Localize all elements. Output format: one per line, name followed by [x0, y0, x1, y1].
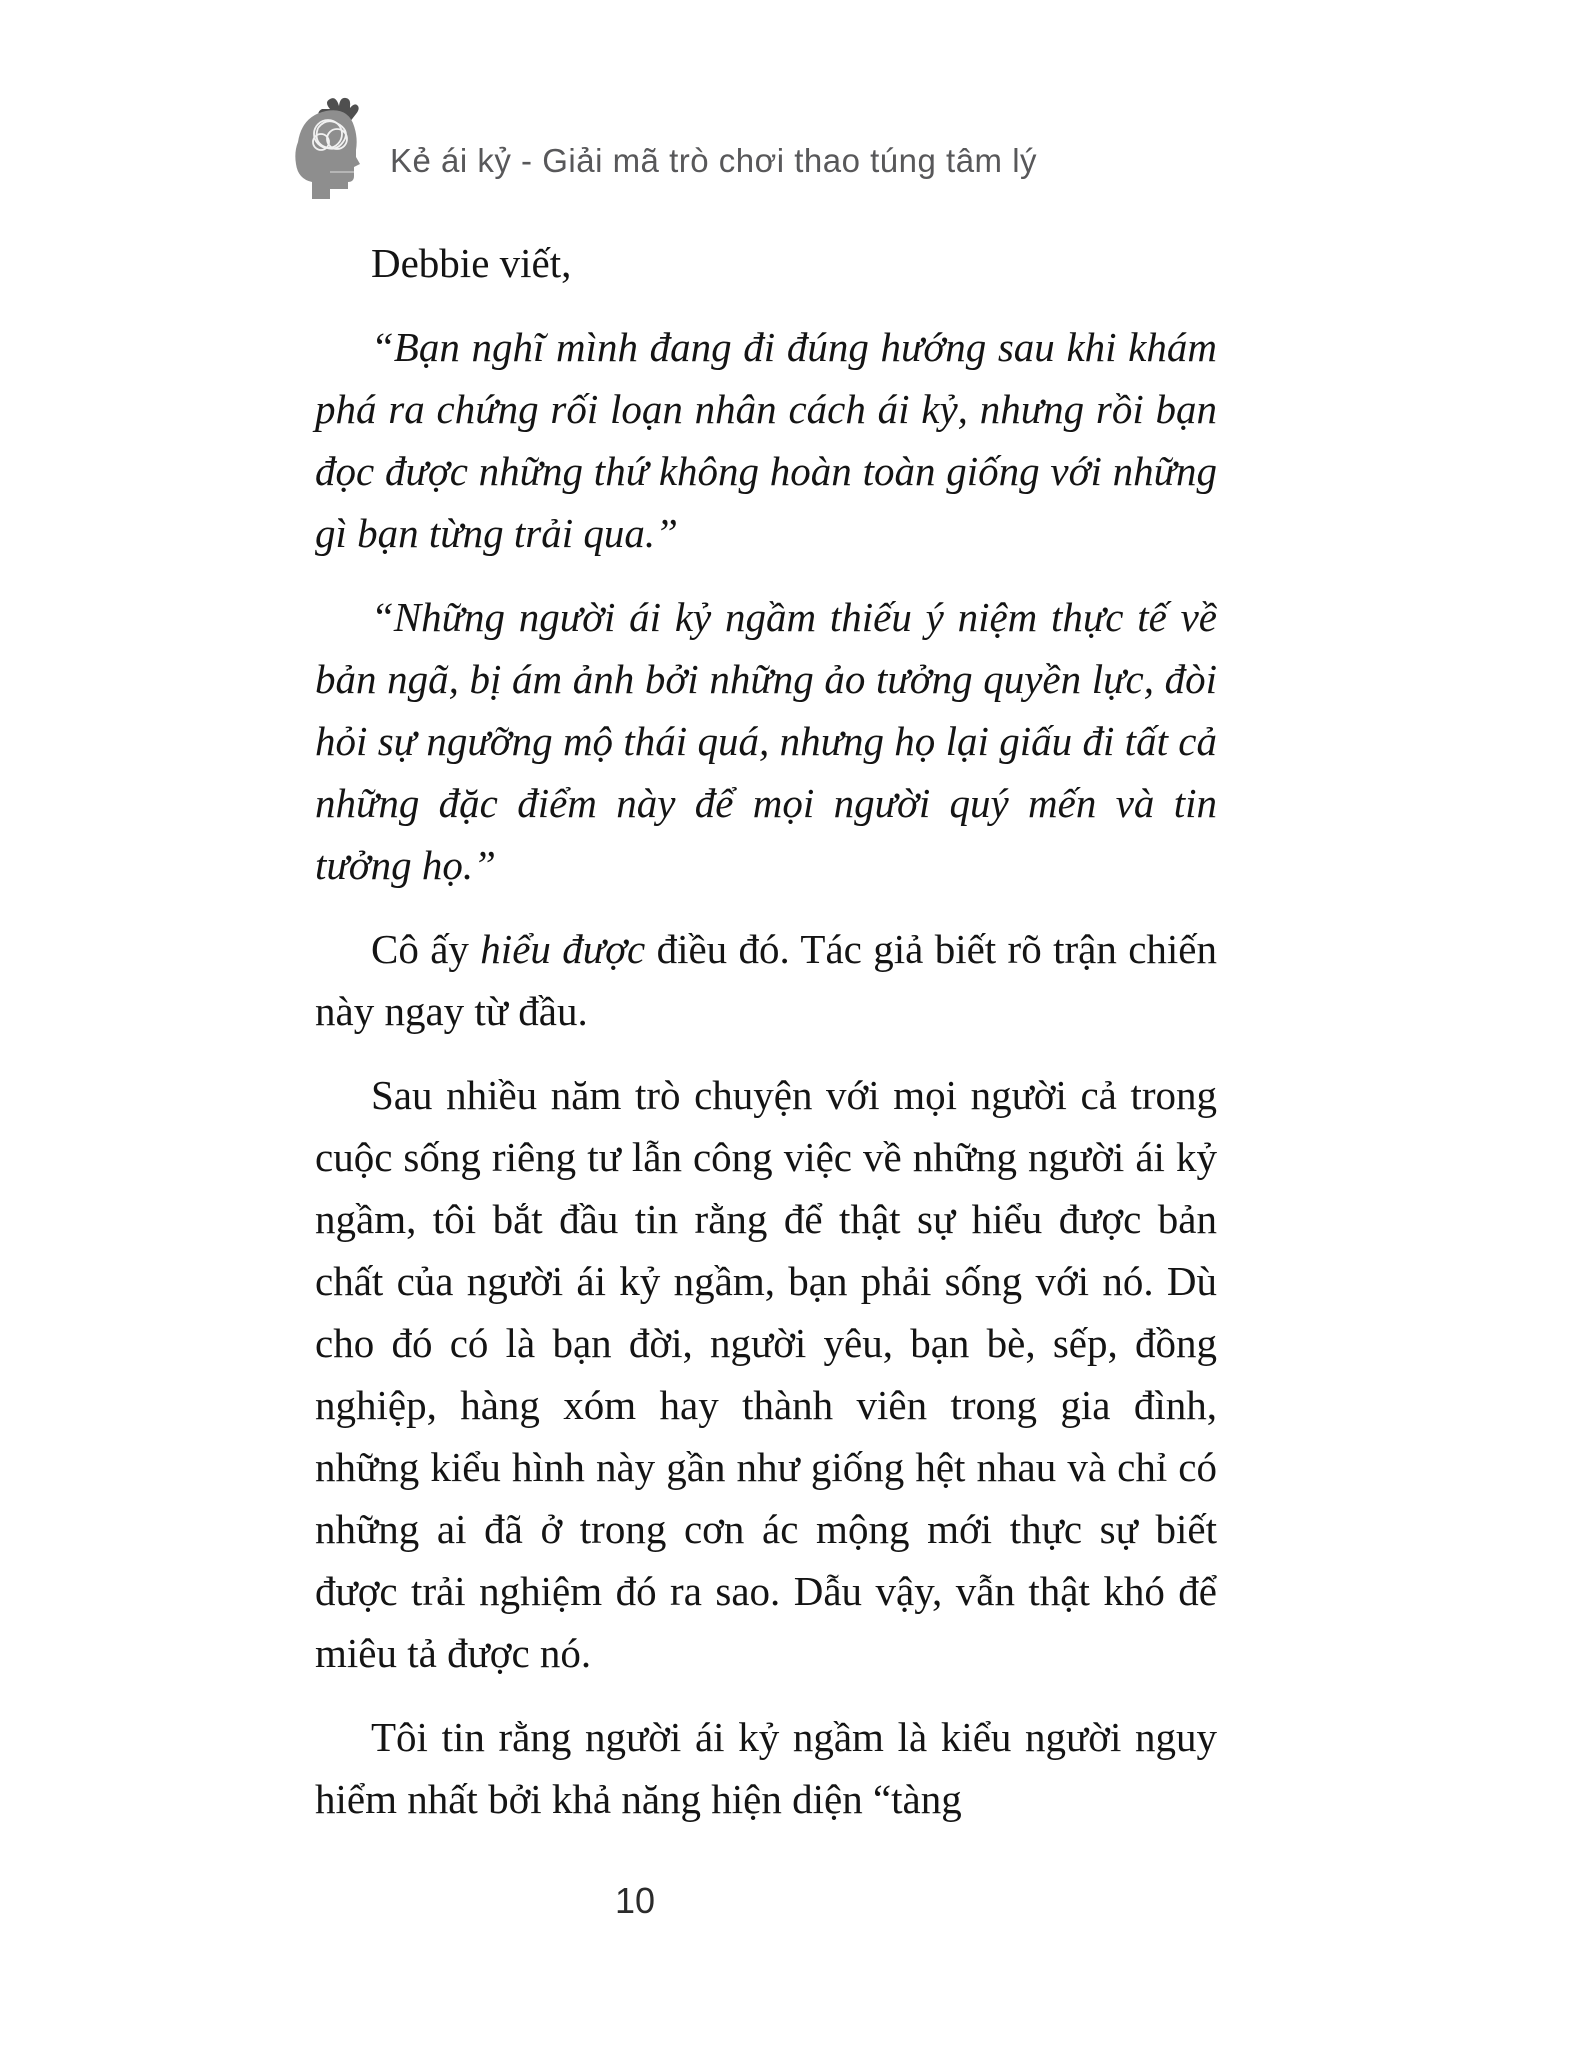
page-title: Kẻ ái kỷ - Giải mã trò chơi thao túng tâm lý [390, 142, 1038, 179]
running-header [290, 96, 1037, 200]
paragraph [315, 1706, 1217, 1830]
text-segment: điều đó. Tác giả biết rõ trận chiến này ngay từ đầu. [315, 926, 1217, 1034]
text-segment: Cô ấy [371, 926, 481, 972]
text-segment: “Bạn nghĩ mình đang đi đúng hướng sau khi khám phá ra chứng rối loạn nhân cách ái kỷ, nhưng rồi bạn đọc được những thứ không hoàn toàn giống với những gì bạn từng trải qua.” [315, 324, 1217, 556]
page-number: 10 [614, 1880, 656, 1921]
text-segment: Sau nhiều năm trò chuyện với mọi người cả trong cuộc sống riêng tư lẫn công việc về những người ái kỷ ngầm, tôi bắt đầu tin rằng để thật sự hiểu được bản chất của người ái kỷ ngầm, bạn phải sống với nó. Dù cho đó có là bạn đời, người yêu, bạn bè, sếp, đồng nghiệp, hàng xóm hay thành viên trong gia đình, những kiểu hình này gần như giống hệt nhau và chỉ có những ai đã ở trong cơn ác mộng mới thực sự biết được trải nghiệm đó ra sao. Dẫu vậy, vẫn thật khó để miêu tả được nó. [315, 1072, 1217, 1676]
paragraph [315, 918, 1217, 1042]
paragraph [315, 1064, 1217, 1684]
head-brain-hand-icon [290, 96, 360, 200]
page-body [315, 232, 1217, 1852]
text-segment: Debbie viết, [371, 240, 572, 286]
text-segment: Tôi tin rằng người ái kỷ ngầm là kiểu người nguy hiểm nhất bởi khả năng hiện diện “tàng [315, 1714, 1217, 1822]
text-segment: “Những người ái kỷ ngầm thiếu ý niệm thực tế về bản ngã, bị ám ảnh bởi những ảo tưởng quyền lực, đòi hỏi sự ngưỡng mộ thái quá, nhưng họ lại giấu đi tất cả những đặc điểm này để mọi người quý mến và tin tưởng họ.” [315, 594, 1217, 888]
paragraph [315, 232, 1217, 294]
paragraph [315, 586, 1217, 896]
text-segment: hiểu được [480, 926, 646, 972]
paragraph [315, 316, 1217, 564]
head-icon [295, 110, 360, 199]
